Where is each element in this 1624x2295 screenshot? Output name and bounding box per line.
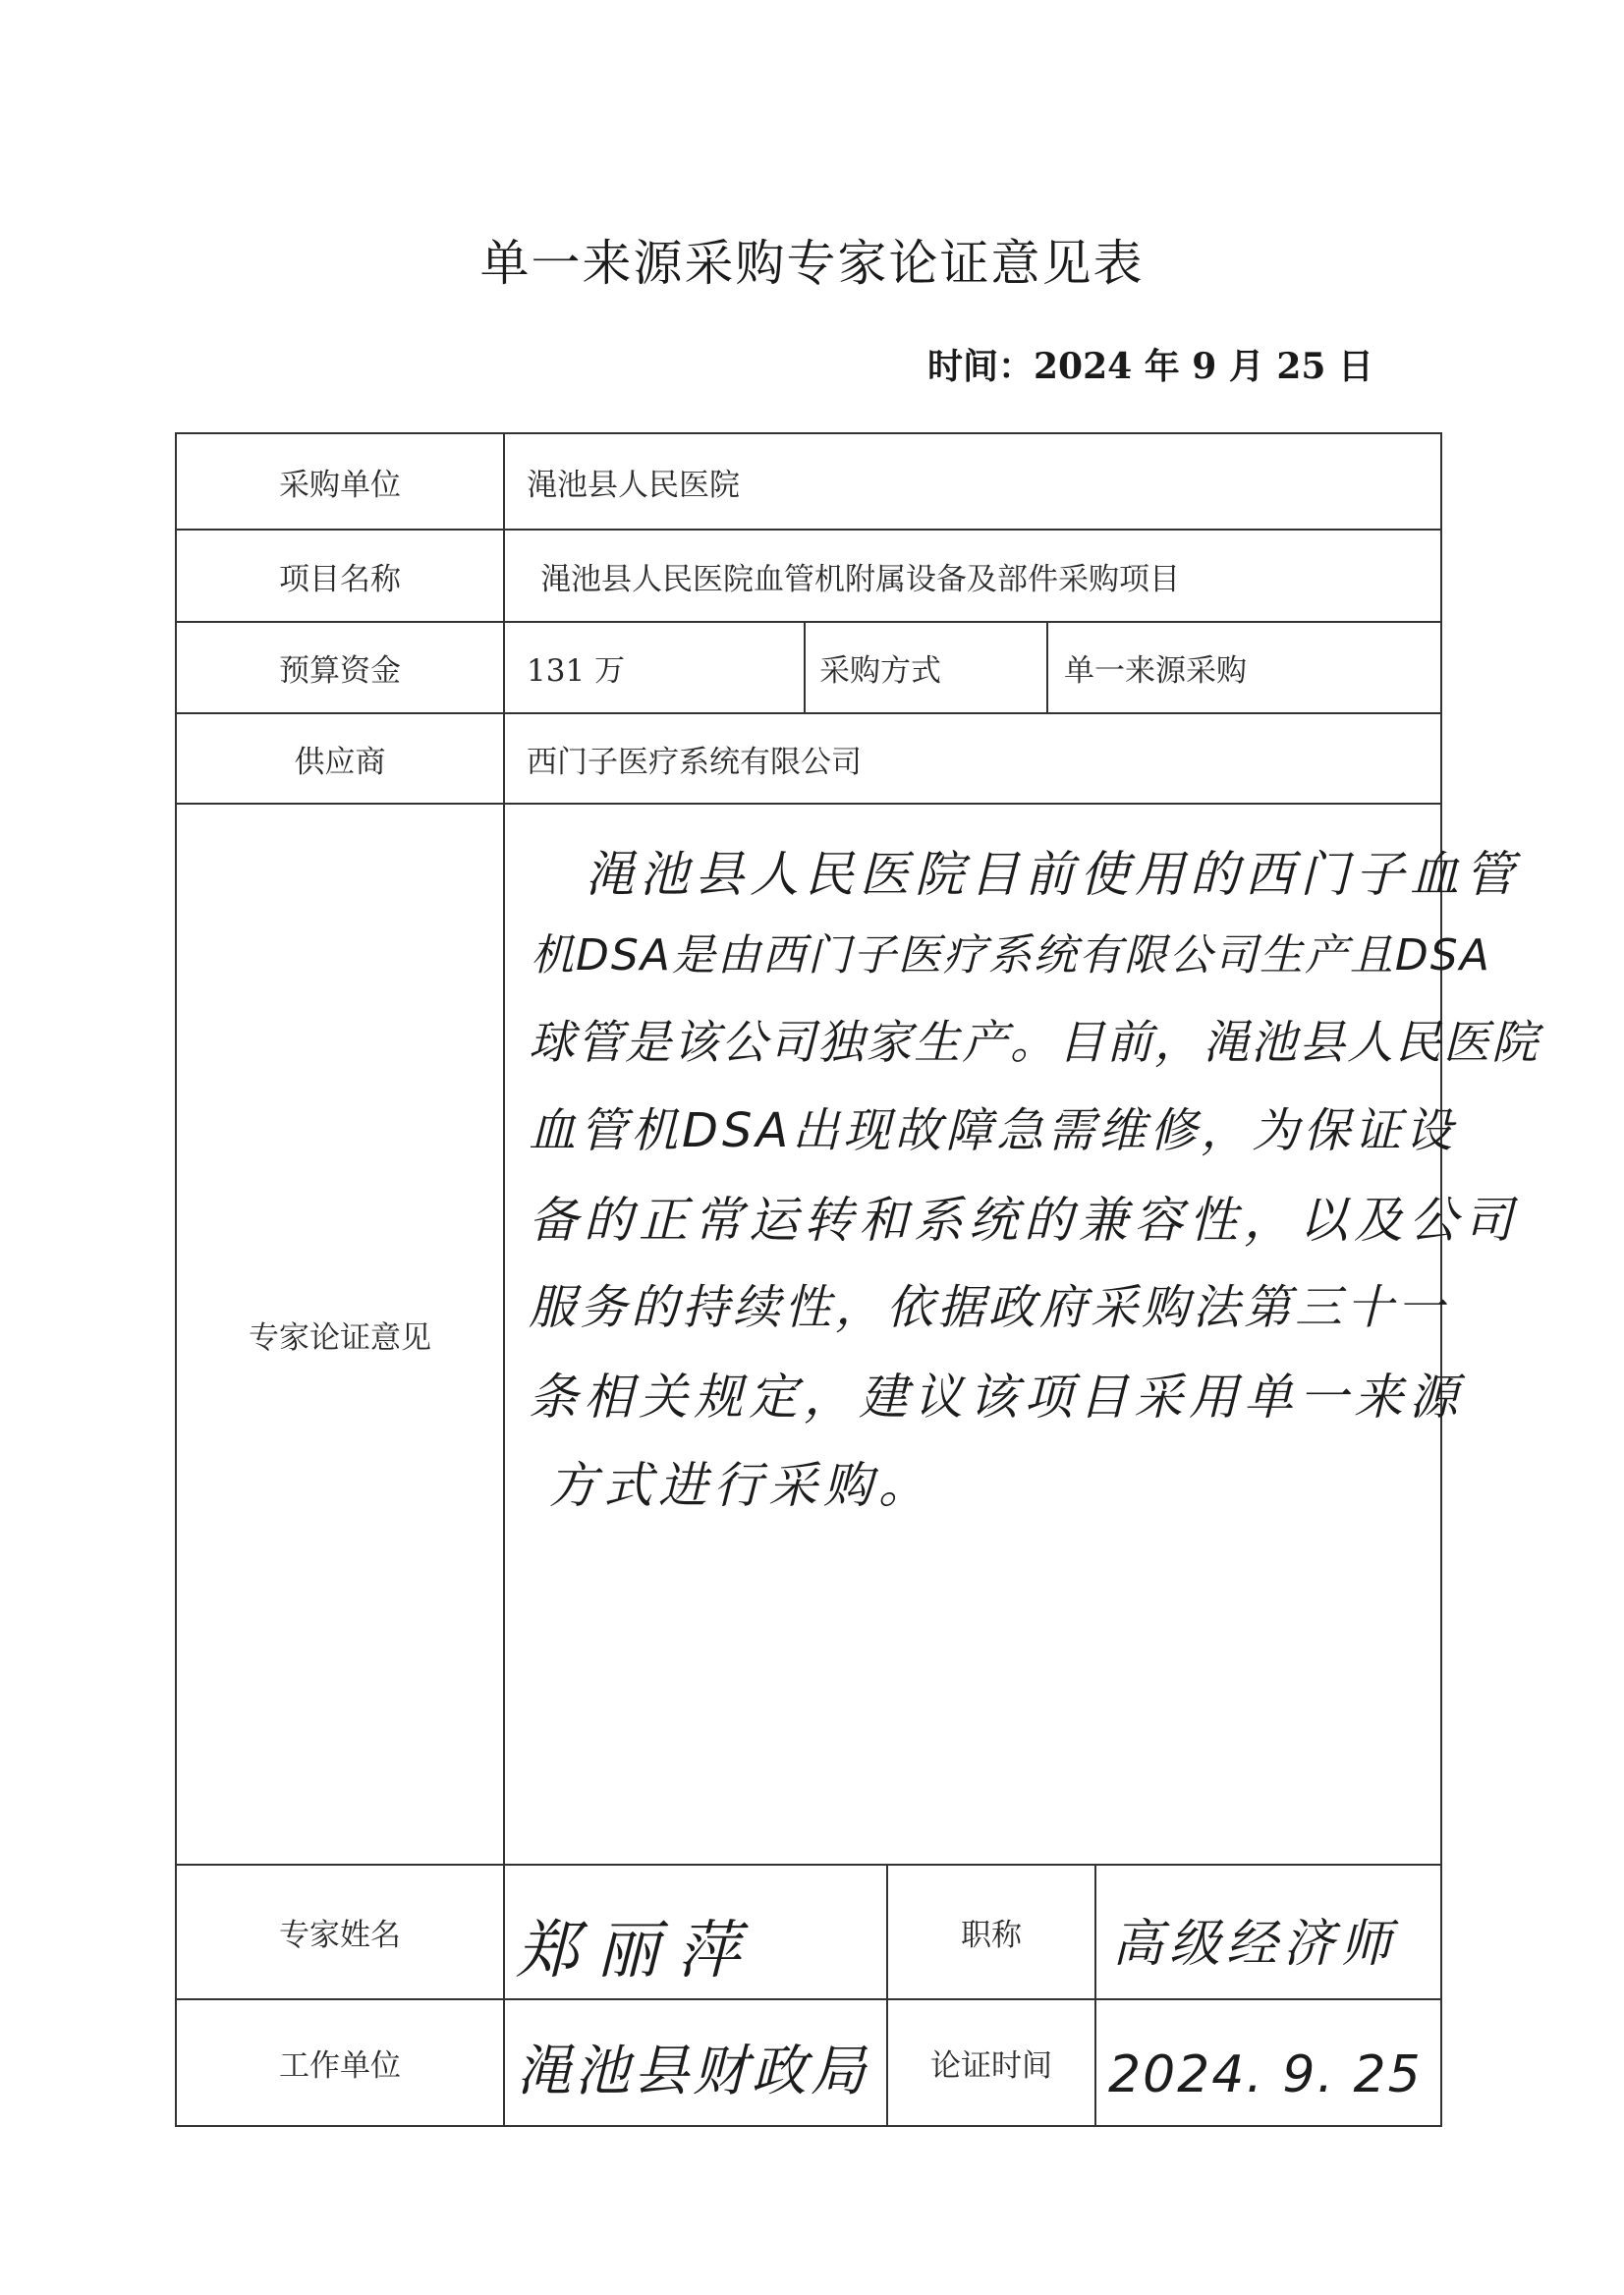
work-unit-value: 渑池县财政局 — [516, 2040, 869, 2103]
document-title: 单一来源采购专家论证意见表 — [479, 235, 1145, 292]
opinion-line: 球管是该公司独家生产。目前，渑池县人民医院 — [529, 1016, 1540, 1070]
purchaser-value: 渑池县人民医院 — [527, 467, 740, 503]
opinion-line: 方式进行采购。 — [548, 1457, 933, 1514]
review-time-label: 论证时间 — [930, 2048, 1052, 2084]
purchaser-label: 采购单位 — [279, 467, 401, 503]
review-time-value: 2024. 9. 25 — [1108, 2045, 1423, 2104]
review-form — [175, 432, 1540, 2127]
expert-name-value: 郑丽萍 — [516, 1915, 757, 1987]
opinion-label: 专家论证意见 — [249, 1319, 431, 1356]
opinion-line: 条相关规定，建议该项目采用单一来源 — [529, 1369, 1464, 1426]
column-divider — [1094, 1864, 1096, 2125]
supplier-label: 供应商 — [294, 744, 386, 780]
title-label: 职称 — [961, 1918, 1022, 1953]
document-date: 时间：2024 年 9 月 25 日 — [926, 346, 1373, 387]
opinion-line: 服务的持续性，依据政府采购法第三十一 — [529, 1280, 1449, 1335]
budget-value: 131 万 — [527, 653, 626, 689]
budget-label: 预算资金 — [279, 653, 401, 689]
method-label: 采购方式 — [819, 653, 941, 689]
opinion-line: 备的正常运转和系统的兼容性，以及公司 — [529, 1192, 1519, 1249]
title-value: 高级经济师 — [1112, 1915, 1398, 1974]
opinion-line: 血管机DSA出现故障急需维修，为保证设 — [529, 1103, 1457, 1158]
opinion-line: 机DSA是由西门子医疗系统有限公司生产且DSA — [531, 930, 1491, 980]
supplier-value: 西门子医疗系统有限公司 — [527, 744, 862, 780]
expert-name-label: 专家姓名 — [279, 1918, 401, 1953]
method-value: 单一来源采购 — [1064, 653, 1247, 689]
project-value: 渑池县人民医院血管机附属设备及部件采购项目 — [540, 561, 1180, 597]
work-unit-label: 工作单位 — [279, 2048, 401, 2084]
opinion-line: 渑池县人民医院目前使用的西门子血管 — [585, 846, 1520, 903]
project-label: 项目名称 — [279, 561, 401, 597]
